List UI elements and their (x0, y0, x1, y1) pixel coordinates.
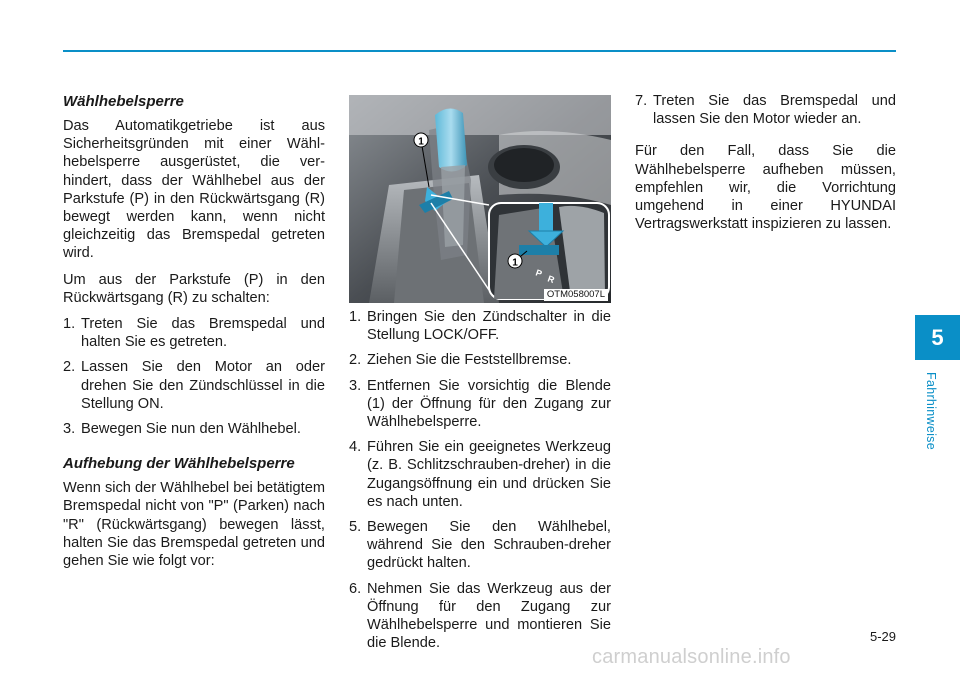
column-left (63, 92, 325, 578)
chapter-tab[interactable]: 5 (915, 315, 960, 360)
callout-label-inset: 1 (512, 257, 518, 269)
section-heading-shift-lock: Wählhebelsperre (63, 93, 184, 110)
paragraph-release-intro: Wenn sich der Wählhebel bei betätigtem Bremspedal nicht von "P" (Parken) nach "R" (Rückwärtsgang) bewegen lässt, halten Sie das Bremspedal getreten und gehen Sie wie folgt vor: (63, 480, 325, 570)
shift-lever-illustration (349, 95, 611, 303)
list-item: 3. Entfernen Sie vorsichtig die Blende (1) der Öffnung für den Zugang zur Wählhebelsperre. (349, 377, 611, 431)
gear-letter-p: P (534, 267, 544, 279)
list-item: 6. Nehmen Sie das Werkzeug aus der Öffnung für den Zugang zur Wählhebelsperre und montieren Sie die Blende. (349, 580, 611, 652)
top-rule (63, 50, 896, 52)
shift-steps-list (63, 315, 325, 438)
list-item: 1. Treten Sie das Bremspedal und halten Sie es getreten. (63, 316, 325, 351)
callout-label-top: 1 (418, 136, 424, 148)
list-item: 2. Lassen Sie den Motor an oder drehen Sie den Zündschlüssel in die Stellung ON. (63, 359, 325, 412)
restart-steps-list (635, 92, 896, 128)
chapter-label: Fahrhinweise (924, 372, 938, 450)
column-middle (349, 308, 611, 660)
section-heading-shift-lock-release: Aufhebung der Wählhebelsperre (63, 455, 295, 473)
list-item: 5. Bewegen Sie den Wählhebel, während Sie den Schrauben-dreher gedrückt halten. (349, 519, 611, 572)
paragraph-recommendation: Für den Fall, dass Sie die Wählhebelsperre aufheben müssen, empfehlen wir, die Vorrichtung umgehend in einer HYUNDAI Vertragswerkstatt inspizieren zu lassen. (635, 143, 896, 233)
list-item: 4. Führen Sie ein geeignetes Werkzeug (z. B. Schlitzschrauben-dreher) in die Zugangsöffnung ein und drücken Sie es nach unten. (349, 439, 611, 510)
gear-letter-r: R (546, 273, 556, 286)
list-item: 1. Bringen Sie den Zündschalter in die Stellung LOCK/OFF. (349, 309, 611, 344)
list-item: 2. Ziehen Sie die Feststellbremse. (349, 352, 572, 369)
figure-code: OTM058007L (544, 289, 608, 301)
page-number: 5-29 (869, 629, 896, 644)
column-right (635, 92, 896, 241)
watermark: carmanualsonline.info (592, 646, 791, 668)
release-steps-list (349, 308, 611, 652)
list-item: 3. Bewegen Sie nun den Wählhebel. (63, 421, 301, 438)
paragraph-shift-instruction: Um aus der Parkstufe (P) in den Rückwärtsgang (R) zu schalten: (63, 271, 325, 306)
paragraph-intro: Das Automatikgetriebe ist aus Sicherheitsgründen mit einer Wähl-hebelsperre ausgerüstet, die ver-hindert, dass der Wählhebel aus der Parkstufe (P) in den Rückwärtsgang (R) bewegt werden kann, wenn nicht gleichzeitig das Bremspedal getreten wird. (63, 118, 325, 262)
list-item: 7. Treten Sie das Bremspedal und lassen Sie den Motor wieder an. (635, 93, 896, 128)
shift-lever-drawing (349, 95, 611, 303)
